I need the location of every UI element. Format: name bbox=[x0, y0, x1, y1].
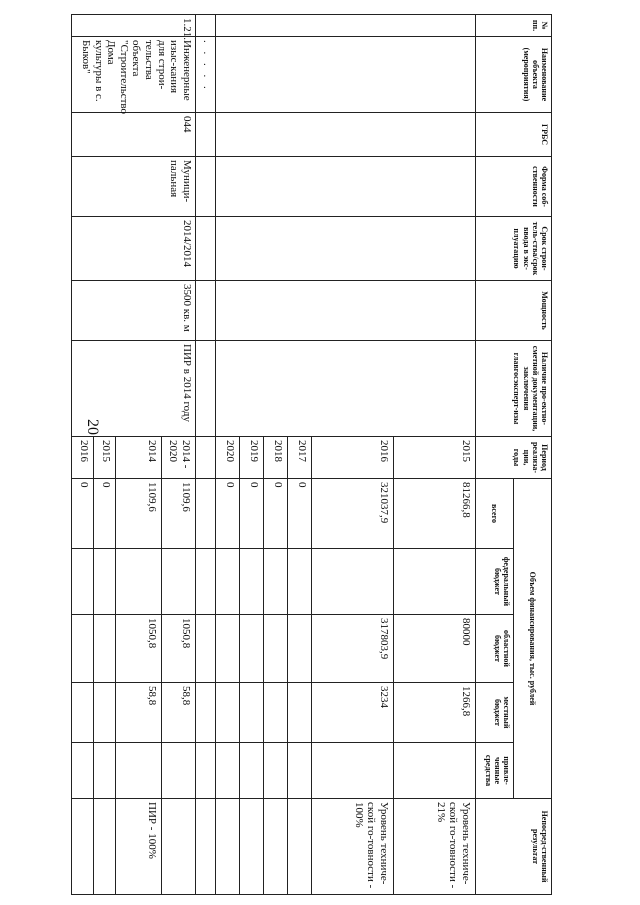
cell-local: 1266,8 bbox=[394, 683, 476, 743]
header-period: Период реализа-ции, годы bbox=[476, 437, 552, 479]
cell-year: 2015 bbox=[94, 437, 116, 479]
item-term: 2014/2014 bbox=[72, 217, 196, 281]
cell-total: 321037,9 bbox=[312, 479, 394, 549]
table-row bbox=[394, 15, 476, 895]
header-financing: Объем финансирования, тыс. рублей bbox=[514, 479, 552, 799]
cell-regional: 1050,8 bbox=[116, 615, 162, 683]
cell-total: 1109,6 bbox=[116, 479, 162, 549]
cell-local: 3234 bbox=[312, 683, 394, 743]
cell-regional: 80000 bbox=[394, 615, 476, 683]
header-grbs: ГРБС bbox=[476, 113, 552, 157]
item-name: Инженерные изыс-кания для строи-тельства объекта "Строительство Дома культуры в с. Быков" bbox=[72, 37, 196, 113]
header-total: всего bbox=[476, 479, 514, 549]
cell-year: 2015 bbox=[394, 437, 476, 479]
cell-year: 2018 bbox=[264, 437, 288, 479]
cell-result: Уровень техниче-ской го-товности - 100% bbox=[312, 799, 394, 895]
cell-year: 2017 bbox=[288, 437, 312, 479]
cell-year: 2014 - 2020 bbox=[162, 437, 196, 479]
header-num: № пп. bbox=[476, 15, 552, 37]
cell-total: 81266,8 bbox=[394, 479, 476, 549]
item-num: 1.21. bbox=[72, 15, 196, 37]
header-result: Непосред-ственный результат bbox=[476, 799, 552, 895]
cell-result: ПИР - 100% bbox=[116, 799, 162, 895]
cell-total: 0 bbox=[216, 479, 240, 549]
header-regional: областной бюджет bbox=[476, 615, 514, 683]
cell-year: 2020 bbox=[216, 437, 240, 479]
cell-total: 0 bbox=[288, 479, 312, 549]
header-private: привле-ченные средства bbox=[476, 743, 514, 799]
cell-total: 0 bbox=[72, 479, 94, 549]
cell-total: 0 bbox=[240, 479, 264, 549]
cell-regional: 1050,8 bbox=[162, 615, 196, 683]
cell-total: 0 bbox=[94, 479, 116, 549]
financing-table bbox=[71, 14, 552, 895]
header-term: Срок строи-тель-ства/срок ввода в экс-плуатацию bbox=[476, 217, 552, 281]
header-design-docs: Наличие про-ектно-сметной документации, заключения главгосэксперт-изы bbox=[476, 341, 552, 437]
item-capacity: 3500 кв. м bbox=[72, 281, 196, 341]
header-ownership: Форма соб-ственности bbox=[476, 157, 552, 217]
cell-local: 58,8 bbox=[116, 683, 162, 743]
item-design-docs: ПИР в 2014 году bbox=[72, 341, 196, 437]
cell-total: 1109,6 bbox=[162, 479, 196, 549]
header-local: местный бюджет bbox=[476, 683, 514, 743]
table-row bbox=[196, 15, 216, 895]
cell-year: 2019 bbox=[240, 437, 264, 479]
ellipsis-text: . . . . . bbox=[196, 37, 216, 113]
cell-year: 2016 bbox=[72, 437, 94, 479]
cell-local: 58,8 bbox=[162, 683, 196, 743]
cell-result: Уровень техниче-ской го-товности - 21% bbox=[394, 799, 476, 895]
cell-regional: 317803,9 bbox=[312, 615, 394, 683]
header-name: Наименование объекта (мероприятия) bbox=[476, 37, 552, 113]
page-number: 20 bbox=[84, 419, 101, 435]
cell-year: 2016 bbox=[312, 437, 394, 479]
cell-total: 0 bbox=[264, 479, 288, 549]
cell-year: 2014 bbox=[116, 437, 162, 479]
table-row bbox=[162, 15, 196, 895]
header-capacity: Мощность bbox=[476, 281, 552, 341]
rotated-table-wrapper bbox=[78, 14, 552, 894]
header-federal: федеральный бюджет bbox=[476, 549, 514, 615]
item-ownership: Муници-пальная bbox=[72, 157, 196, 217]
item-grbs: 044 bbox=[72, 113, 196, 157]
